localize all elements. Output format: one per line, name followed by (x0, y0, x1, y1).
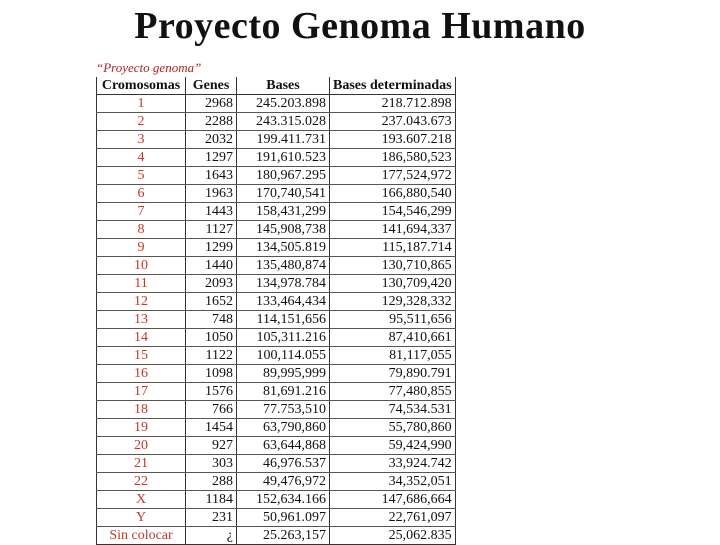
slide-title: Proyecto Genoma Humano (134, 5, 586, 47)
table-row (97, 95, 456, 113)
table-row (97, 473, 456, 491)
cell-cromosoma: Sin colocar (97, 527, 186, 545)
cell-cromosoma: 15 (97, 347, 186, 365)
table-header-row (97, 77, 456, 95)
cell-genes: 1098 (186, 365, 237, 383)
table-row (97, 419, 456, 437)
table-row (97, 311, 456, 329)
cell-cromosoma: 1 (97, 95, 186, 113)
table-row (97, 185, 456, 203)
cell-bases-determinadas: 130,710,865 (330, 257, 456, 275)
cell-genes: 1443 (186, 203, 237, 221)
cell-genes: 1122 (186, 347, 237, 365)
table-row (97, 203, 456, 221)
cell-bases: 180,967.295 (237, 167, 330, 185)
cell-bases-determinadas: 237.043.673 (330, 113, 456, 131)
cell-genes: 2288 (186, 113, 237, 131)
genome-table (96, 77, 456, 545)
cell-genes: 1299 (186, 239, 237, 257)
cell-bases-determinadas: 115,187.714 (330, 239, 456, 257)
cell-genes: 288 (186, 473, 237, 491)
cell-genes: 927 (186, 437, 237, 455)
cell-bases-determinadas: 177,524,972 (330, 167, 456, 185)
cell-cromosoma: 14 (97, 329, 186, 347)
cell-cromosoma: Y (97, 509, 186, 527)
cell-bases-determinadas: 34,352,051 (330, 473, 456, 491)
cell-cromosoma: 7 (97, 203, 186, 221)
cell-genes: 1454 (186, 419, 237, 437)
cell-bases-determinadas: 95,511,656 (330, 311, 456, 329)
cell-bases-determinadas: 129,328,332 (330, 293, 456, 311)
cell-bases-determinadas: 218.712.898 (330, 95, 456, 113)
cell-genes: 1127 (186, 221, 237, 239)
cell-bases-determinadas: 81,117,055 (330, 347, 456, 365)
table-row (97, 437, 456, 455)
cell-bases: 191,610.523 (237, 149, 330, 167)
cell-genes: 2032 (186, 131, 237, 149)
cell-bases-determinadas: 77,480,855 (330, 383, 456, 401)
table-row (97, 113, 456, 131)
cell-bases-determinadas: 147,686,664 (330, 491, 456, 509)
cell-cromosoma: 3 (97, 131, 186, 149)
cell-bases-determinadas: 55,780,860 (330, 419, 456, 437)
table-row (97, 491, 456, 509)
cell-bases-determinadas: 22,761,097 (330, 509, 456, 527)
cell-cromosoma: 17 (97, 383, 186, 401)
cell-cromosoma: X (97, 491, 186, 509)
cell-bases-determinadas: 87,410,661 (330, 329, 456, 347)
table-row (97, 257, 456, 275)
cell-bases-determinadas: 79,890.791 (330, 365, 456, 383)
cell-bases: 199.411.731 (237, 131, 330, 149)
cell-bases-determinadas: 186,580,523 (330, 149, 456, 167)
table-row (97, 401, 456, 419)
cell-cromosoma: 20 (97, 437, 186, 455)
header-bases: Bases (237, 77, 330, 95)
cell-cromosoma: 9 (97, 239, 186, 257)
cell-genes: 1576 (186, 383, 237, 401)
cell-bases-determinadas: 25,062.835 (330, 527, 456, 545)
cell-cromosoma: 11 (97, 275, 186, 293)
cell-bases: 25.263,157 (237, 527, 330, 545)
cell-genes: 2968 (186, 95, 237, 113)
cell-bases: 245.203.898 (237, 95, 330, 113)
cell-bases: 81,691.216 (237, 383, 330, 401)
cell-bases: 100,114.055 (237, 347, 330, 365)
cell-cromosoma: 16 (97, 365, 186, 383)
cell-cromosoma: 13 (97, 311, 186, 329)
cell-cromosoma: 8 (97, 221, 186, 239)
cell-bases-determinadas: 141,694,337 (330, 221, 456, 239)
cell-cromosoma: 21 (97, 455, 186, 473)
cell-bases-determinadas: 154,546,299 (330, 203, 456, 221)
cell-genes: 231 (186, 509, 237, 527)
header-genes: Genes (186, 77, 237, 95)
cell-bases: 49,476,972 (237, 473, 330, 491)
cell-cromosoma: 18 (97, 401, 186, 419)
cell-cromosoma: 19 (97, 419, 186, 437)
cell-bases: 170,740,541 (237, 185, 330, 203)
cell-genes: 1184 (186, 491, 237, 509)
cell-bases: 134,978.784 (237, 275, 330, 293)
cell-bases: 243.315.028 (237, 113, 330, 131)
cell-bases: 105,311.216 (237, 329, 330, 347)
table-row (97, 329, 456, 347)
table-row (97, 365, 456, 383)
cell-genes: 1050 (186, 329, 237, 347)
cell-genes: 1963 (186, 185, 237, 203)
cell-bases: 46,976.537 (237, 455, 330, 473)
table-row (97, 167, 456, 185)
cell-cromosoma: 5 (97, 167, 186, 185)
cell-cromosoma: 4 (97, 149, 186, 167)
cell-bases-determinadas: 130,709,420 (330, 275, 456, 293)
cell-cromosoma: 2 (97, 113, 186, 131)
cell-bases-determinadas: 74,534.531 (330, 401, 456, 419)
cell-cromosoma: 22 (97, 473, 186, 491)
cell-genes: 303 (186, 455, 237, 473)
cell-genes: 2093 (186, 275, 237, 293)
table-row (97, 275, 456, 293)
cell-genes: 1440 (186, 257, 237, 275)
cell-genes: ¿ (186, 527, 237, 545)
cell-genes: 1643 (186, 167, 237, 185)
table-row (97, 293, 456, 311)
table-row (97, 455, 456, 473)
table-row (97, 239, 456, 257)
cell-bases-determinadas: 166,880,540 (330, 185, 456, 203)
table-row (97, 509, 456, 527)
header-bases-determinadas: Bases determinadas (330, 77, 456, 95)
cell-bases: 114,151,656 (237, 311, 330, 329)
cell-cromosoma: 6 (97, 185, 186, 203)
cell-bases-determinadas: 59,424,990 (330, 437, 456, 455)
cell-bases: 63,644,868 (237, 437, 330, 455)
table-row (97, 221, 456, 239)
cell-bases: 89,995,999 (237, 365, 330, 383)
cell-bases: 134,505.819 (237, 239, 330, 257)
cell-cromosoma: 10 (97, 257, 186, 275)
cell-cromosoma: 12 (97, 293, 186, 311)
table-row (97, 131, 456, 149)
cell-bases: 133,464,434 (237, 293, 330, 311)
cell-genes: 1297 (186, 149, 237, 167)
cell-bases: 50,961.097 (237, 509, 330, 527)
cell-bases: 63,790,860 (237, 419, 330, 437)
cell-bases-determinadas: 33,924.742 (330, 455, 456, 473)
cell-genes: 766 (186, 401, 237, 419)
header-cromosomas: Cromosomas (97, 77, 186, 95)
table-body (97, 95, 456, 545)
table-caption: “Proyecto genoma” (96, 60, 202, 75)
cell-bases-determinadas: 193.607.218 (330, 131, 456, 149)
cell-bases: 158,431,299 (237, 203, 330, 221)
cell-bases: 135,480,874 (237, 257, 330, 275)
cell-genes: 748 (186, 311, 237, 329)
table-row (97, 149, 456, 167)
cell-bases: 145,908,738 (237, 221, 330, 239)
table-row (97, 347, 456, 365)
table-row (97, 527, 456, 545)
cell-genes: 1652 (186, 293, 237, 311)
cell-bases: 152,634.166 (237, 491, 330, 509)
cell-bases: 77.753,510 (237, 401, 330, 419)
table-row (97, 383, 456, 401)
